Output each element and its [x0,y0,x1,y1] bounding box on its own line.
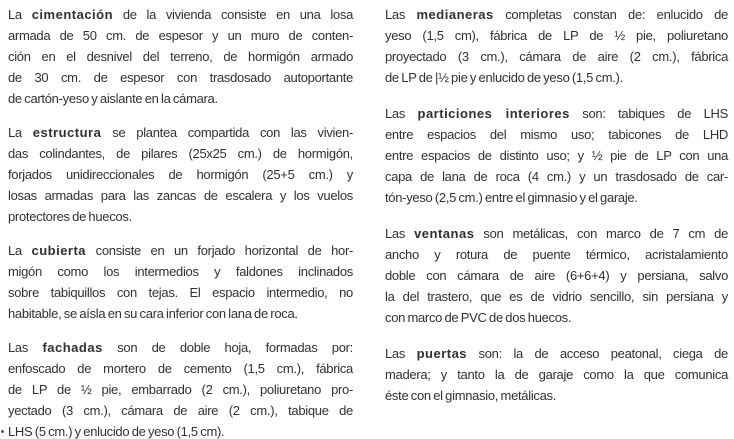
text-line [8,4,353,25]
text-line: losas armadas para las zancas de escalera y los vuelos [8,188,353,203]
paragraph-puertas [385,343,728,406]
text-line [385,343,728,364]
paragraph-lines [385,124,728,208]
text-line: armada de 50 cm. de espesor y un muro de conten- [8,28,353,43]
text-line: madera; y tanto la de garaje como la que comunica [385,367,728,382]
text-line: de LP de ½ pie, embarrado (2 cm.), poliuretano pro- [8,382,353,397]
paragraph-cubierta [8,240,353,324]
text-line [8,240,353,261]
paragraph-term: cimentación [31,7,114,22]
right-column [385,4,728,406]
text-line: doble con cámara de aire (6+6+4) y persiana, salvo [385,268,728,283]
paragraph-first-line-rest: se plantea compartida con las vivien- [101,125,353,140]
paragraph-lead: Las [385,346,417,361]
paragraph-term: estructura [32,125,102,140]
paragraph-lead: Las [385,226,415,241]
paragraph-estructura [8,122,353,227]
text-line [385,103,728,124]
text-line: la del trastero, que es de vidrio sencillo, sin persiana y [385,289,728,304]
paragraph-first-line-rest: de la vivienda consiste en una losa [113,7,353,22]
text-line: migón como los intermedios y faldones inclinados [8,264,353,279]
paragraph-term: cubierta [31,243,87,258]
left-column [8,4,353,439]
text-line: de LP de |½ pie y enlucido de yeso (1,5 cm.). [385,70,623,85]
paragraph-term: ventanas [414,226,475,241]
text-line: LHS (5 cm.) y enlucido de yeso (1,5 cm). [8,424,225,439]
paragraph-ventanas [385,223,728,328]
text-line: protectores de huecos. [8,209,132,224]
text-line [8,337,353,358]
text-line: proyectado (3 cm.), cámara de aire (2 cm.), fábrica [385,49,728,64]
text-line: entre espacios de distinto uso; y ½ pie de LP con una [385,148,728,163]
paragraph-lead: La [8,7,32,22]
stray-mark [1,430,4,433]
text-line: enfoscado de mortero de cemento (1,5 cm.), fábrica [8,361,353,376]
paragraph-first-line-rest: son de doble hoja, formadas por: [102,340,353,355]
paragraph-cimentacion [8,4,353,109]
paragraph-lead: Las [385,7,417,22]
paragraph-lines [385,25,728,88]
text-line: forjados unidireccionales de hormigón (25+5 cm.) y [8,167,353,182]
paragraph-first-line-rest: completas constan de: enlucido de [493,7,728,22]
paragraph-lead: Las [385,106,418,121]
text-line: yeso (1,5 cm), fábrica de LP de ½ pie, poliuretano [385,28,728,43]
text-line: yectado (3 cm.), cámara de aire (2 cm.), tabique de [8,403,353,418]
paragraph-first-line-rest: son: tabiques de LHS [569,106,728,121]
text-line: ancho y rotura de puente térmico, acristalamiento [385,247,728,262]
text-line: éste con el gimnasio, metálicas. [385,388,557,403]
paragraph-lines [8,25,353,109]
text-line: de cartón-yeso y aislante en la cámara. [8,91,218,106]
text-line: sobre tabiquillos con tejas. El espacio intermedio, no [8,285,353,300]
text-line [8,122,353,143]
text-line [385,4,728,25]
paragraph-first-line-rest: consiste en un forjado horizontal de hor- [86,243,354,258]
text-line: habitable, se aísla en su cara inferior con lana de roca. [8,306,298,321]
text-line [385,223,728,244]
paragraph-lines [8,143,353,227]
text-line: tón-yeso (2,5 cm.) entre el gimnasio y el garaje. [385,190,638,205]
paragraph-medianeras [385,4,728,88]
paragraph-first-line-rest: son: la de acceso peatonal, ciega de [467,346,728,361]
text-line: de 30 cm. de espesor con trasdosado autoportante [8,70,353,85]
paragraph-lines [8,358,353,439]
paragraph-lead: Las [8,340,43,355]
text-line: con marco de PVC de dos huecos. [385,310,572,325]
paragraph-fachadas [8,337,353,439]
paragraph-first-line-rest: son metálicas, con marco de 7 cm de [474,226,728,241]
paragraph-lines [385,244,728,328]
text-line: capa de lana de roca (4 cm.) y un trasdosado de car- [385,169,728,184]
paragraph-lines [8,261,353,324]
paragraph-particiones-interiores [385,103,728,208]
paragraph-term: puertas [416,346,468,361]
paragraph-lines [385,364,728,406]
text-line: entre espacios del mismo uso; tabicones de LHD [385,127,728,142]
paragraph-lead: La [8,125,33,140]
text-line: das colindantes, de pilares (25x25 cm.) de hormigón, [8,146,353,161]
paragraph-term: fachadas [42,340,103,355]
text-line: ción en el desnivel del terreno, de hormigón armado [8,49,353,64]
paragraph-term: medianeras [416,7,494,22]
paragraph-lead: La [8,243,32,258]
paragraph-term: particiones interiores [417,106,570,121]
